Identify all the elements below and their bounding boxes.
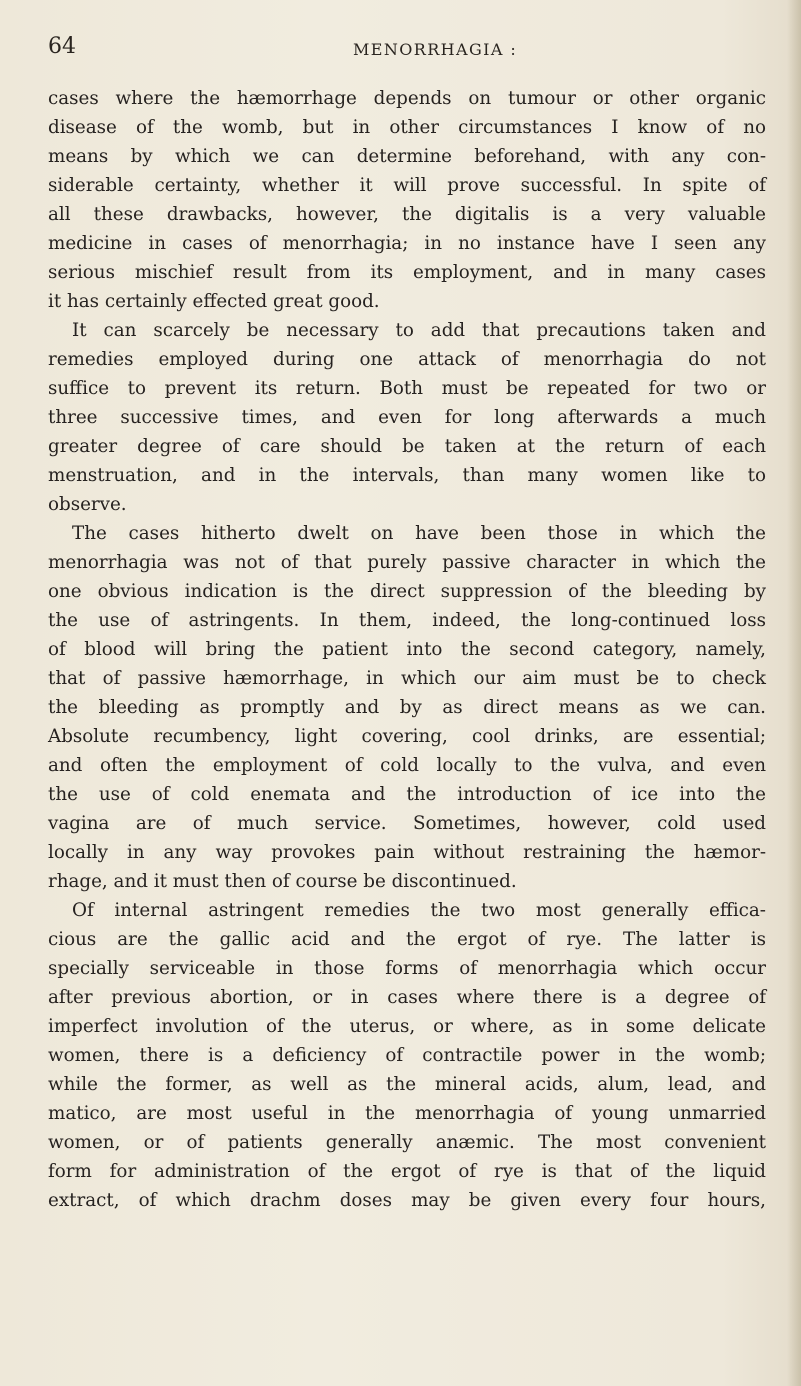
text-line: medicine in cases of menorrhagia; in no instance have I seen any: [48, 233, 766, 254]
text-line: greater degree of care should be taken at the return of each: [48, 436, 766, 457]
page-number: 64: [48, 34, 76, 59]
text-line: disease of the womb, but in other circumstances I know of no: [48, 117, 766, 138]
text-line: vagina are of much service. Sometimes, however, cold used: [48, 813, 766, 834]
text-line: extract, of which drachm doses may be given every four hours,: [48, 1190, 766, 1211]
text-line: serious mischief result from its employment, and in many cases: [48, 262, 766, 283]
text-line: specially serviceable in those forms of menorrhagia which occur: [48, 958, 766, 979]
text-line: cases where the hæmorrhage depends on tumour or other organic: [48, 88, 766, 109]
text-line: Absolute recumbency, light covering, cool drinks, are essential;: [48, 726, 766, 747]
text-line: cious are the gallic acid and the ergot of rye. The latter is: [48, 929, 766, 950]
text-line: the bleeding as promptly and by as direct means as we can.: [48, 697, 766, 718]
body-text: [48, 84, 766, 1215]
page-edge-shadow: [787, 0, 801, 1386]
text-line: remedies employed during one attack of menorrhagia do not: [48, 349, 766, 370]
text-line: and often the employment of cold locally to the vulva, and even: [48, 755, 766, 776]
text-line: it has certainly effected great good.: [48, 291, 380, 312]
text-line: that of passive hæmorrhage, in which our aim must be to check: [48, 668, 766, 689]
text-line: Of internal astringent remedies the two most generally effica-: [72, 900, 766, 921]
text-line: suffice to prevent its return. Both must be repeated for two or: [48, 378, 766, 399]
text-line: the use of astringents. In them, indeed, the long-continued loss: [48, 610, 766, 631]
text-line: form for administration of the ergot of rye is that of the liquid: [48, 1161, 766, 1182]
text-line: means by which we can determine beforehand, with any con-: [48, 146, 766, 167]
text-line: locally in any way provokes pain without restraining the hæmor-: [48, 842, 766, 863]
text-line: It can scarcely be necessary to add that precautions taken and: [72, 320, 766, 341]
text-line: The cases hitherto dwelt on have been those in which the: [72, 523, 766, 544]
text-line: women, or of patients generally anæmic. The most convenient: [48, 1132, 766, 1153]
text-line: three successive times, and even for long afterwards a much: [48, 407, 766, 428]
text-line: observe.: [48, 494, 127, 515]
text-line: siderable certainty, whether it will prove successful. In spite of: [48, 175, 766, 196]
text-line: matico, are most useful in the menorrhagia of young unmarried: [48, 1103, 766, 1124]
text-line: imperfect involution of the uterus, or where, as in some delicate: [48, 1016, 766, 1037]
page-header: [48, 34, 768, 70]
text-line: while the former, as well as the mineral acids, alum, lead, and: [48, 1074, 766, 1095]
text-line: women, there is a deficiency of contractile power in the womb;: [48, 1045, 766, 1066]
text-line: of blood will bring the patient into the second category, namely,: [48, 639, 766, 660]
text-line: the use of cold enemata and the introduction of ice into the: [48, 784, 766, 805]
text-line: all these drawbacks, however, the digitalis is a very valuable: [48, 204, 766, 225]
text-line: one obvious indication is the direct suppression of the bleeding by: [48, 581, 766, 602]
running-head: MENORRHAGIA :: [353, 40, 518, 59]
text-line: rhage, and it must then of course be discontinued.: [48, 871, 517, 892]
text-line: menorrhagia was not of that purely passive character in which the: [48, 552, 766, 573]
text-line: after previous abortion, or in cases where there is a degree of: [48, 987, 766, 1008]
text-line: menstruation, and in the intervals, than many women like to: [48, 465, 766, 486]
